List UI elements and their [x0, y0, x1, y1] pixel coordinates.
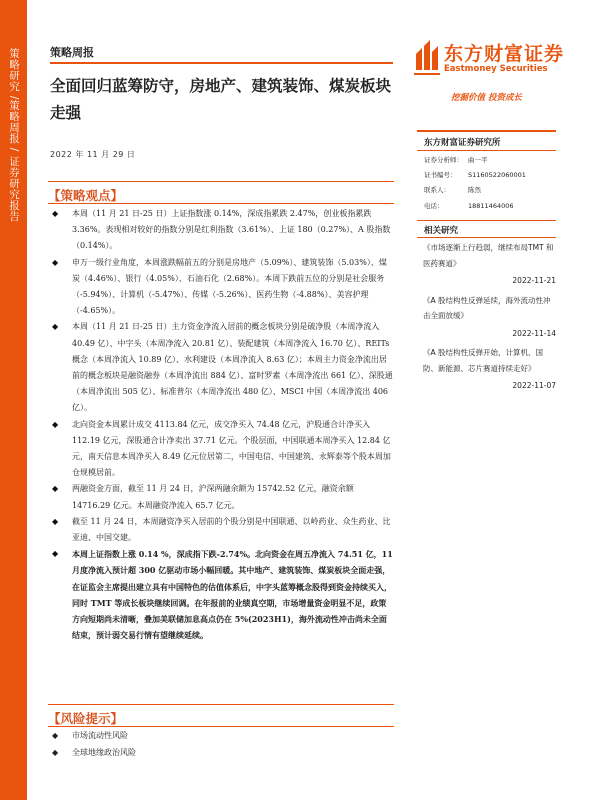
risk-item — [52, 745, 393, 762]
risk-text: 全球地缘政治风险 — [72, 747, 136, 757]
bullet-text: 两融资金方面，截至 11 月 24 日，沪深两融余额为 15742.52 亿元，融资余额 14716.29 亿元。本周融资净流入 65.7 亿元。 — [72, 484, 354, 510]
analyst-row — [424, 185, 481, 194]
bullet-text: 本周（11 月 21 日-25 日）主力资金净流入居前的概念板块分别是破净股（本周净流入 40.49 亿）、中字头（本周净流入 20.81 亿）、装配建筑（本周净流入 16.70 亿）、REITs 概念（本周净流入 10.89 亿）、水利建设（本周净流入 8.63 亿）；本周主力资金净流出居前的概念板块是融资融券（本周净流出 884 亿）、富时罗素（本周净流出 661 亿）、深股通（本周净流出 505 亿）、标准普尔（本周净流出 480 亿）、MSCI 中国（本周净流出 406 亿）。 — [72, 322, 393, 413]
brand-logo — [412, 38, 572, 82]
divider — [48, 203, 394, 204]
diamond-bullet-icon: ◆ — [52, 731, 59, 740]
diamond-bullet-icon: ◆ — [52, 209, 59, 218]
logo-mark-icon — [412, 40, 442, 78]
divider — [50, 62, 393, 64]
divider — [417, 237, 556, 238]
view-bullet-summary — [52, 546, 393, 643]
analyst-label: 联系人： — [424, 186, 450, 194]
related-date: 2022-11-07 — [512, 381, 556, 390]
analyst-row — [424, 155, 488, 164]
views-list — [52, 206, 393, 643]
institute-name: 东方财富证券研究所 — [424, 138, 501, 148]
divider — [417, 130, 556, 132]
risk-item — [52, 728, 393, 745]
related-date: 2022-11-21 — [512, 276, 556, 285]
related-item — [418, 240, 556, 289]
brand-name-cn: 东方财富证券 — [444, 43, 565, 65]
view-bullet — [52, 255, 393, 320]
bullet-text: 本周上证指数上涨 0.14 %，深成指下跌-2.74%。北向资金在周五净流入 74.51 亿，11 月度净流入预计超 300 亿驱动市场小幅回暖。其中地产、建筑装饰、煤炭板块全面走强，在证监会主席提出建立具有中国特色的估值体系后，中字头蓝筹概念股得到资金持续买入，同时 TMT 等成长板块继续回调。在年报前的业绩真空期，市场增量资金明显不足，政策方向短期尚未清晰，叠加美联储加息高点仍在 5%(2023H1)，海外流动性冲击尚未全面结束，预计弱交易行情有望继续延续。 — [72, 549, 393, 641]
divider — [48, 726, 394, 727]
diamond-bullet-icon: ◆ — [52, 516, 59, 526]
analyst-value: 18811464006 — [468, 202, 514, 210]
view-bullet — [52, 417, 393, 482]
related-item — [418, 293, 556, 342]
analyst-label: 证书编号： — [424, 171, 457, 179]
analyst-value: 曲一平 — [468, 156, 488, 164]
report-date: 2022 年 11 月 29 日 — [50, 150, 136, 159]
risks-heading: 【风险提示】 — [48, 711, 124, 726]
diamond-bullet-icon: ◆ — [52, 549, 59, 559]
brand-slogan: 挖掘价值 投资成长 — [451, 93, 522, 103]
diamond-bullet-icon: ◆ — [52, 322, 59, 332]
sidebar-band — [0, 0, 27, 800]
view-bullet — [52, 206, 393, 255]
brand-name-en: Eastmoney Securities — [444, 64, 548, 74]
view-bullet — [52, 514, 393, 546]
bullet-text: 北向资金本周累计成交 4113.84 亿元，成交净买入 74.48 亿元，沪股通合计净买入 112.19 亿元，深股通合计净卖出 37.71 亿元。个股层面，中国联通本周净买入 12.84 亿元，南天信息本周净买入 8.49 亿元位居第二，中国电信、中国建筑、永辉泰等个股本周加仓规模居前。 — [72, 419, 391, 478]
sidebar-label: 策略研究 /策略周报 / 证券研究报告 — [8, 48, 20, 222]
analyst-value: S1160522060001 — [468, 171, 526, 179]
view-bullet — [52, 481, 393, 513]
divider — [417, 150, 556, 151]
diamond-bullet-icon: ◆ — [52, 419, 59, 429]
diamond-bullet-icon: ◆ — [52, 747, 59, 757]
views-heading: 【策略观点】 — [48, 188, 124, 203]
bullet-text: 申万一级行业角度，本周涨跌幅前五的分别是房地产（5.09%）、建筑装饰（5.03%）、煤炭（4.46%）、银行（4.05%）、石油石化（2.68%）。本周下跌前五位的分别是社会服务（-5.94%）、计算机（-5.47%）、传媒（-5.26%）、医药生物（-4.88%）、美容护理（-4.65%）。 — [72, 257, 387, 316]
analyst-label: 电话： — [424, 202, 444, 210]
divider — [48, 704, 394, 705]
related-heading: 相关研究 — [424, 226, 459, 236]
bullet-text: 截至 11 月 24 日，本周融资净买入居前的个股分别是中国联通、以岭药业、众生药业、比亚迪、中国交建。 — [72, 516, 391, 543]
related-item — [418, 345, 556, 394]
related-list — [418, 240, 556, 398]
report-type: 策略周报 — [50, 46, 94, 59]
diamond-bullet-icon: ◆ — [52, 257, 59, 267]
risks-list — [52, 728, 393, 761]
analyst-row — [424, 201, 514, 210]
analyst-row — [424, 170, 526, 179]
analyst-label: 证券分析师： — [424, 156, 463, 164]
analyst-value: 陈然 — [468, 186, 481, 194]
divider — [48, 181, 394, 182]
view-bullet — [52, 319, 393, 416]
risk-text: 市场流动性风险 — [72, 731, 128, 740]
diamond-bullet-icon: ◆ — [52, 484, 59, 494]
divider — [417, 220, 556, 221]
related-title: 《A 股结构性反弹开始，计算机、国防、新能源、芯片赛道持续走好》 — [423, 348, 544, 373]
page-title: 全面回归蓝筹防守，房地产、建筑装饰、煤炭板块走强 — [50, 77, 392, 122]
related-title: 《A 股结构性反弹延续，海外流动性冲击全面放缓》 — [423, 295, 551, 320]
related-title: 《市场逐渐上行趋弱，继续布局TMT 和医药赛道》 — [423, 243, 554, 268]
bullet-text: 本周（11 月 21 日-25 日）上证指数涨 0.14%，深成指累跌 2.47%，创业板指累跌 3.36%。表现相对较好的指数分别是红利指数（3.61%）、上证 180（0.27%）、A 股指数（0.14%）。 — [72, 209, 391, 251]
related-date: 2022-11-14 — [512, 328, 556, 338]
